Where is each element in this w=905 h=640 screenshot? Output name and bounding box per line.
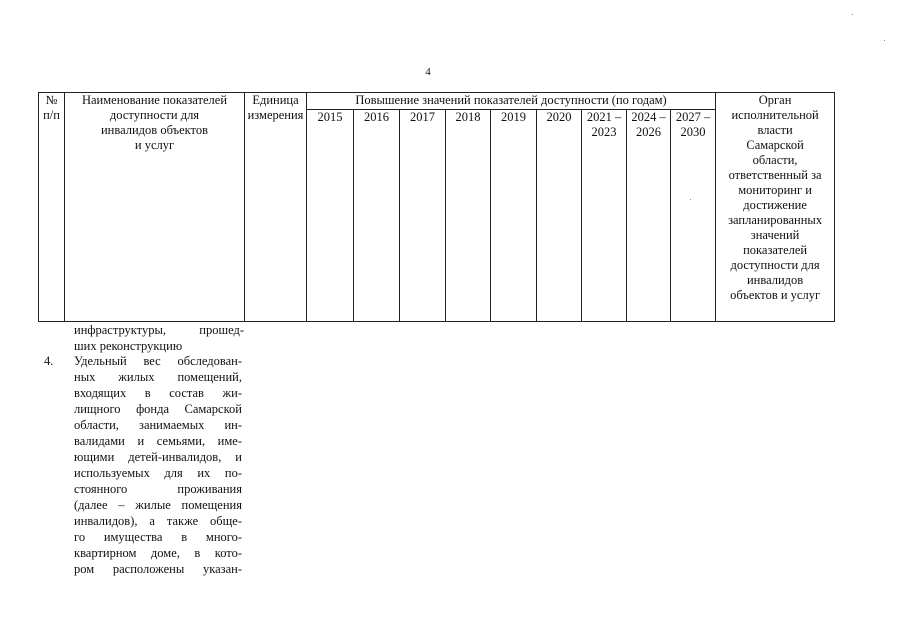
header-unit-line: измерения: [247, 108, 304, 122]
year-label: 2021 –: [586, 110, 622, 124]
year-label: 2030: [680, 125, 706, 139]
year-label: 2016: [364, 110, 389, 124]
row-4-line: области, занимаемых ин-: [74, 418, 242, 432]
header-authority-line: достижение: [743, 198, 807, 212]
row-4-line: лищного фонда Самарской: [74, 402, 242, 416]
header-year-2019: [491, 110, 537, 322]
header-year-2015: [307, 110, 354, 322]
header-unit-cell: [245, 93, 307, 322]
header-year-2021-2023: [582, 110, 627, 322]
header-authority-line: ответственный за: [728, 168, 822, 182]
header-authority-line: Орган: [758, 93, 792, 107]
header-year-2016: [354, 110, 400, 322]
row-4-line: Удельный вес обследован-: [74, 354, 242, 368]
year-label: 2019: [501, 110, 526, 124]
page-number: 4: [425, 66, 431, 78]
header-name-line: и услуг: [134, 138, 175, 152]
header-year-2027-2030: [671, 110, 716, 322]
header-number-line: п/п: [43, 108, 60, 122]
year-label: 2024 –: [631, 110, 666, 124]
row-4-line: го имущества в много-: [74, 530, 242, 544]
header-authority-line: доступности для: [730, 258, 820, 272]
continuation-line: ших реконструкцию: [74, 339, 183, 353]
row-4-line: ющими детей-инвалидов, и: [74, 450, 242, 464]
header-number-line: №: [45, 93, 58, 107]
header-name-line: Наименование показателей: [81, 93, 228, 107]
row-4-line: входящих в состав жи-: [74, 386, 242, 400]
header-authority-line: власти: [757, 123, 793, 137]
continuation-text: [74, 322, 244, 354]
row-4-line: ных жилых помещений,: [74, 370, 242, 384]
row-4-line: (далее – жилые помещения: [74, 498, 242, 512]
header-indicator-name-cell: [65, 93, 245, 322]
row-4-line: ром расположены указан-: [74, 562, 242, 576]
header-authority-line: области,: [752, 153, 798, 167]
header-number-cell: [39, 93, 65, 322]
year-label: 2026: [636, 125, 661, 139]
header-year-2024-2026: [627, 110, 671, 322]
indicators-table-header: [38, 92, 835, 322]
row-4-line: инвалидов), а также обще-: [74, 514, 242, 528]
year-label: 2023: [591, 125, 617, 139]
row-4-line: используемых для их по-: [74, 466, 242, 480]
header-authority-line: исполнительной: [731, 108, 819, 122]
year-label: 2015: [317, 110, 343, 124]
header-authority-line: запланированных: [728, 213, 823, 227]
header-years-group-title: Повышение значений показателей доступности (по годам): [307, 93, 716, 110]
row-4-line: валидами и семьями, име-: [74, 434, 242, 448]
header-year-2017: [400, 110, 446, 322]
year-label: 2017: [410, 110, 435, 124]
header-year-2018: [446, 110, 491, 322]
row-4-line: квартирном доме, в кото-: [74, 546, 242, 560]
header-year-2020: [537, 110, 582, 322]
year-label: 2018: [455, 110, 481, 124]
header-name-line: инвалидов объектов: [100, 123, 208, 137]
continuation-line: инфраструктуры, прошед-: [74, 323, 244, 337]
header-authority-line: показателей: [743, 243, 808, 257]
header-authority-line: инвалидов: [746, 273, 804, 287]
row-number: 4.: [44, 354, 54, 368]
header-authority-line: Самарской: [746, 138, 804, 152]
header-unit-line: Единица: [252, 93, 299, 107]
scan-speck: [884, 40, 885, 41]
year-label: 2020: [546, 110, 572, 124]
header-authority-cell: [716, 93, 835, 322]
year-label: 2027 –: [675, 110, 711, 124]
header-authority-line: значений: [750, 228, 800, 242]
header-authority-line: мониторинг и: [738, 183, 812, 197]
header-name-line: доступности для: [109, 108, 200, 122]
header-authority-line: объектов и услуг: [730, 288, 821, 302]
row-4-indicator-text: [74, 353, 242, 577]
scan-speck: [852, 14, 853, 15]
row-4-line: стоянного проживания: [74, 482, 242, 496]
scan-speck: [690, 199, 691, 200]
